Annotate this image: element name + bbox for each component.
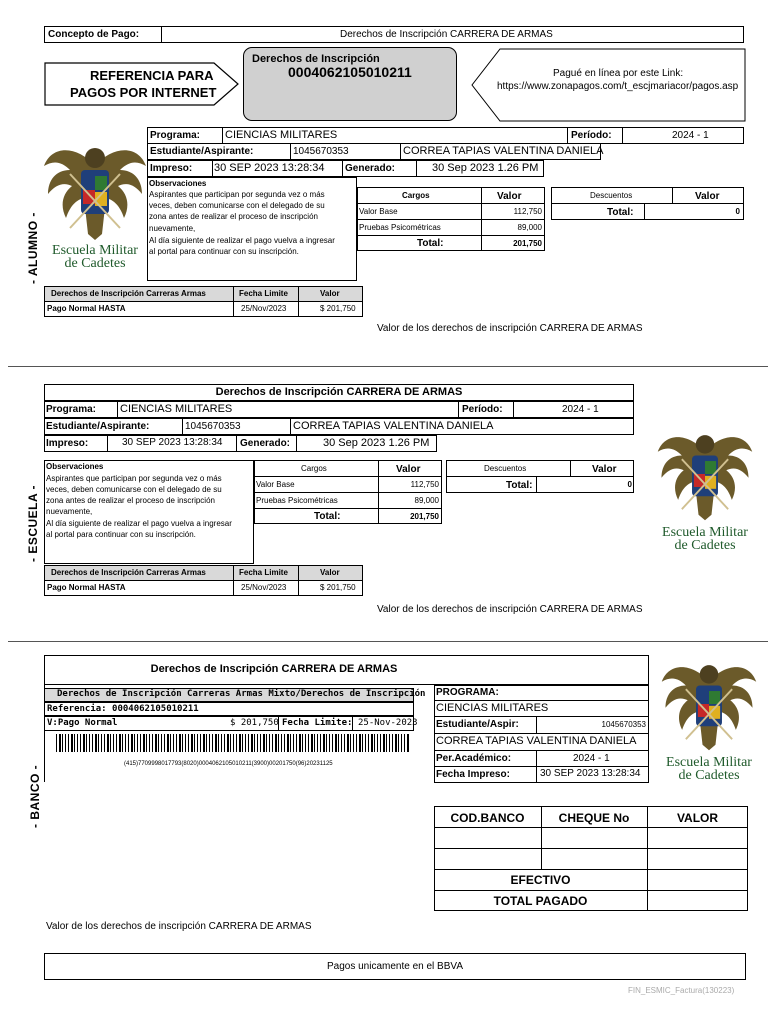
fechas-row-label: Pago Normal HASTA [47,583,126,592]
descuentos-total: 0 [735,207,740,216]
cod-banco-header: COD.BANCO [450,811,525,825]
observaciones-line: Al día siguiente de realizar el pago vuelva a ingresar [46,519,232,528]
cheque-header: CHEQUE No [558,811,630,825]
cargos-total: 201,750 [410,512,439,521]
observaciones-line: al portal para continuar con su inscripción. [46,530,196,539]
efectivo-label: EFECTIVO [510,873,571,887]
observaciones-line: Aspirantes que participan por segunda vez o más [149,190,325,199]
banco-vpago: V:Pago Normal [47,718,118,728]
referencia-line1: REFERENCIA PARA [90,68,214,83]
banco-vvalor: $ 201,750 [230,718,279,728]
total-pagado-label: TOTAL PAGADO [493,894,588,908]
observaciones-line: nuevamente, [149,224,196,233]
valor-pago-header: VALOR [676,811,719,825]
fechas-row-label: Pago Normal HASTA [47,304,126,313]
fechas-col2: Fecha Limite [239,289,288,298]
generado-value: 30 Sep 2023 1.26 PM [432,162,539,174]
student-id: 1045670353 [293,146,349,157]
logo-line1: Escuela Militar [52,243,138,258]
fechas-col1: Derechos de Inscripción Carreras Armas [51,568,206,577]
banco-periodo: 2024 - 1 [573,753,610,764]
fechas-row-fecha: 25/Nov/2023 [241,304,287,313]
eagle-crest-icon [646,424,764,524]
observaciones-line: zona antes de realizar el proceso de inscripción [149,212,318,221]
banco-fimp-label: Fecha Impreso: [436,769,510,780]
generado-value: 30 Sep 2023 1.26 PM [323,437,430,449]
valor-note: Valor de los derechos de inscripción CARRERA DE ARMAS [377,323,643,334]
banco-referencia: Referencia: 0004062105010211 [47,704,199,714]
fechas-row-valor: $ 201,750 [320,583,356,592]
fechas-row-fecha: 25/Nov/2023 [241,583,287,592]
impreso-label: Impreso: [150,163,193,174]
cargo-value: 112,750 [410,480,439,489]
descuentos-total-label: Total: [607,207,634,218]
programa-label: Programa: [150,130,201,141]
eagle-crest-icon [40,136,150,244]
valor-header: Valor [497,191,522,202]
bbva-note: Pagos unicamente en el BBVA [326,961,463,972]
programa-value: CIENCIAS MILITARES [120,403,233,415]
programa-value: CIENCIAS MILITARES [225,129,338,141]
logo-line2: de Cadetes [674,538,736,553]
fechas-col3: Valor [320,289,340,298]
banco-nombre: CORREA TAPIAS VALENTINA DANIELA [436,735,637,747]
observaciones-line: veces, deben comunicarse con el delegado de su [46,485,222,494]
observaciones-line: veces, deben comunicarse con el delegado de su [149,201,325,210]
fechas-col1: Derechos de Inscripción Carreras Armas [51,289,206,298]
barcode [56,734,410,752]
observaciones-line: nuevamente, [46,507,93,516]
observaciones-line: al portal para continuar con su inscripción. [149,247,299,256]
student-id: 1045670353 [185,421,241,432]
cargo-label: Valor Base [256,480,295,489]
observaciones-line: Aspirantes que participan por segunda vez o más [46,474,222,483]
periodo-value: 2024 - 1 [672,130,709,141]
online-line1: Pagué en línea por este Link: [553,68,684,79]
school-logo [40,136,150,274]
cargo-label: Pruebas Psicométricas [359,223,441,232]
fechas-col3: Valor [320,568,340,577]
descuentos-total-label: Total: [506,480,533,491]
reference-bubble [243,47,457,121]
banco-id: 1045670353 [601,720,646,729]
cargo-label: Valor Base [359,207,398,216]
footer-code: FIN_ESMIC_Factura(130223) [628,986,735,995]
valor-header: Valor [396,464,421,475]
impreso-value: 30 SEP 2023 13:28:34 [214,162,325,174]
cargo-value: 89,000 [517,223,542,232]
estudiante-label: Estudiante/Aspirante: [46,421,150,432]
observaciones-line: zona antes de realizar el proceso de inscripción [46,496,215,505]
fechas-row-valor: $ 201,750 [320,304,356,313]
section-label-alumno: - ALUMNO - [26,212,40,284]
logo-line1: Escuela Militar [666,755,752,770]
descuentos-header: Descuentos [484,464,527,473]
observaciones-title: Observaciones [46,462,104,471]
fechas-col2: Fecha Limite [239,568,288,577]
periodo-label: Período: [462,404,503,415]
logo-line2: de Cadetes [64,256,126,271]
valor-note: Valor de los derechos de inscripción CARRERA DE ARMAS [377,604,643,615]
descuentos-header: Descuentos [590,191,633,200]
banco-programa-label: PROGRAMA: [436,687,499,698]
banco-title: Derechos de Inscripción CARRERA DE ARMAS [150,663,398,675]
cargo-value: 89,000 [414,496,439,505]
descuentos-total: 0 [627,480,632,489]
logo-line2: de Cadetes [678,768,740,783]
valor-note: Valor de los derechos de inscripción CARRERA DE ARMAS [46,921,312,932]
school-logo [650,654,768,784]
escuela-title: Derechos de Inscripción CARRERA DE ARMAS [215,386,463,398]
concepto-value: Derechos de Inscripción CARRERA DE ARMAS [340,29,553,40]
banco-per-label: Per.Académico: [436,753,512,764]
periodo-label: Período: [571,130,612,141]
cargos-header: Cargos [301,464,327,473]
cargos-total-label: Total: [417,238,444,249]
online-link[interactable]: https://www.zonapagos.com/t_escjmariacor/pagos.asp [497,81,739,92]
online-link-box [470,48,746,122]
cargos-total-label: Total: [314,511,341,522]
descuentos-valor-header: Valor [695,191,720,202]
estudiante-label: Estudiante/Aspirante: [150,146,254,157]
section-label-escuela: - ESCUELA - [26,484,40,562]
student-name: CORREA TAPIAS VALENTINA DANIELA [403,145,604,157]
impreso-value: 30 SEP 2023 13:28:34 [122,437,223,448]
cargos-total: 201,750 [513,239,542,248]
cargo-value: 112,750 [513,207,542,216]
referencia-arrow [44,62,240,106]
generado-label: Generado: [240,438,291,449]
generado-label: Generado: [345,163,396,174]
concepto-label: Concepto de Pago: [48,29,140,40]
descuentos-valor-header: Valor [592,464,617,475]
section-label-banco: - BANCO - [28,764,42,828]
periodo-value: 2024 - 1 [562,404,599,415]
eagle-crest-icon [650,654,768,754]
banco-fimp: 30 SEP 2023 13:28:34 [540,768,641,779]
banco-flimite: 25-Nov-2023 [358,718,418,728]
referencia-line2: PAGOS POR INTERNET [70,85,217,100]
banco-flimite-label: Fecha Limite: [282,718,353,728]
barcode-text: (415)7709998017793(8020)0004062105010211(3900)00201750(96)20231125 [124,761,333,767]
logo-line1: Escuela Militar [662,525,748,540]
banco-estudiante-label: Estudiante/Aspir: [436,719,519,730]
programa-label: Programa: [46,404,97,415]
cargo-label: Pruebas Psicométricas [256,496,338,505]
bubble-reference: 0004062105010211 [288,64,412,80]
impreso-label: Impreso: [46,438,89,449]
banco-bar-title: Derechos de Inscripción Carreras Armas Mixto/Derechos de Inscripción [57,689,426,699]
cargos-header: Cargos [402,191,430,200]
school-logo [646,424,764,554]
banco-programa: CIENCIAS MILITARES [436,702,549,714]
bubble-title: Derechos de Inscripción [252,53,380,65]
student-name: CORREA TAPIAS VALENTINA DANIELA [293,420,494,432]
observaciones-line: Al día siguiente de realizar el pago vuelva a ingresar [149,236,335,245]
observaciones-title: Observaciones [149,179,207,188]
